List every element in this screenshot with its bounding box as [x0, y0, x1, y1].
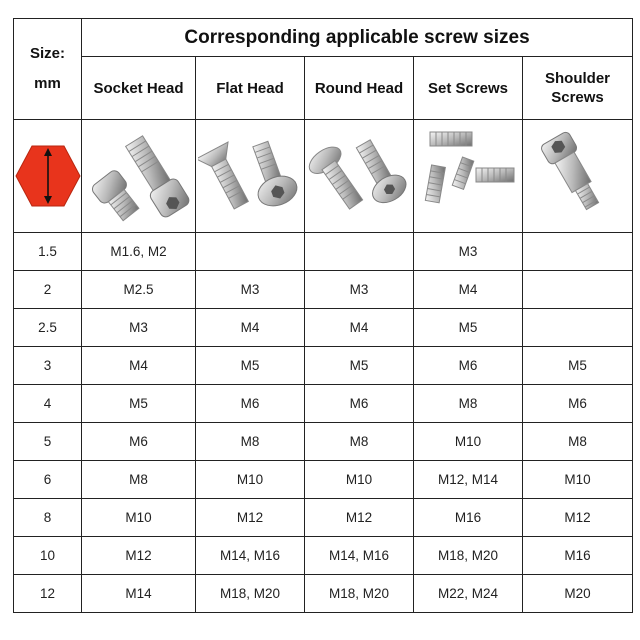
- set-cell: M12, M14: [414, 461, 523, 499]
- size-header: [14, 19, 82, 120]
- col-header-socket-head: Socket Head: [82, 57, 196, 120]
- flat-cell: M12: [196, 499, 305, 537]
- socket-cell: M5: [82, 385, 196, 423]
- size-cell: 2: [14, 271, 82, 309]
- set-cell: M18, M20: [414, 537, 523, 575]
- size-cell: 1.5: [14, 233, 82, 271]
- hex-key-size-icon: [15, 144, 81, 208]
- set-cell: M22, M24: [414, 575, 523, 613]
- size-rows: [14, 233, 633, 613]
- shoulder-cell: M10: [523, 461, 633, 499]
- table-row: [14, 499, 633, 537]
- socket-cell: M2.5: [82, 271, 196, 309]
- set-cell: M5: [414, 309, 523, 347]
- flat-cell: M8: [196, 423, 305, 461]
- round-cell: M18, M20: [305, 575, 414, 613]
- shoulder-cell: M8: [523, 423, 633, 461]
- size-cell: 2.5: [14, 309, 82, 347]
- shoulder-cell: M20: [523, 575, 633, 613]
- socket-cell: M8: [82, 461, 196, 499]
- size-label: Size:: [29, 45, 65, 62]
- set-screws-image-cell: [414, 120, 523, 233]
- col-header-flat-head: Flat Head: [196, 57, 305, 120]
- screw-size-table: [13, 18, 633, 613]
- round-cell: M12: [305, 499, 414, 537]
- size-unit: mm: [34, 75, 61, 92]
- size-cell: 8: [14, 499, 82, 537]
- socket-head-screws-image: [85, 124, 193, 228]
- table-row: [14, 537, 633, 575]
- shoulder-cell: M12: [523, 499, 633, 537]
- table-row: [14, 347, 633, 385]
- set-cell: M6: [414, 347, 523, 385]
- socket-cell: M12: [82, 537, 196, 575]
- round-cell: M3: [305, 271, 414, 309]
- flat-cell: [196, 233, 305, 271]
- shoulder-cell: [523, 233, 633, 271]
- round-cell: M5: [305, 347, 414, 385]
- flat-cell: M4: [196, 309, 305, 347]
- flat-cell: M5: [196, 347, 305, 385]
- round-cell: M10: [305, 461, 414, 499]
- size-cell: 4: [14, 385, 82, 423]
- shoulder-screw-image-cell: [523, 120, 633, 233]
- socket-head-image-cell: [82, 120, 196, 233]
- table-row: [14, 461, 633, 499]
- hex-key-cell: [14, 120, 82, 233]
- round-cell: M6: [305, 385, 414, 423]
- set-cell: M8: [414, 385, 523, 423]
- col-header-shoulder-screws: Shoulder Screws: [523, 57, 633, 120]
- set-cell: M3: [414, 233, 523, 271]
- flat-cell: M18, M20: [196, 575, 305, 613]
- table-row: [14, 271, 633, 309]
- size-cell: 12: [14, 575, 82, 613]
- socket-cell: M14: [82, 575, 196, 613]
- socket-cell: M4: [82, 347, 196, 385]
- set-cell: M16: [414, 499, 523, 537]
- size-cell: 6: [14, 461, 82, 499]
- socket-cell: M3: [82, 309, 196, 347]
- flat-head-image-cell: [196, 120, 305, 233]
- round-head-image-cell: [305, 120, 414, 233]
- round-head-screws-image: [307, 126, 411, 226]
- table-row: [14, 575, 633, 613]
- size-cell: 3: [14, 347, 82, 385]
- set-cell: M10: [414, 423, 523, 461]
- set-cell: M4: [414, 271, 523, 309]
- round-cell: M14, M16: [305, 537, 414, 575]
- shoulder-cell: [523, 309, 633, 347]
- screw-size-table-container: [13, 18, 633, 613]
- table-row: [14, 385, 633, 423]
- round-cell: [305, 233, 414, 271]
- table-row: [14, 309, 633, 347]
- col-header-round-head: Round Head: [305, 57, 414, 120]
- flat-cell: M3: [196, 271, 305, 309]
- table-row: [14, 423, 633, 461]
- table-row: [14, 233, 633, 271]
- flat-cell: M10: [196, 461, 305, 499]
- set-screws-image: [416, 126, 520, 226]
- col-header-set-screws: Set Screws: [414, 57, 523, 120]
- socket-cell: M1.6, M2: [82, 233, 196, 271]
- size-cell: 5: [14, 423, 82, 461]
- socket-cell: M6: [82, 423, 196, 461]
- socket-cell: M10: [82, 499, 196, 537]
- flat-cell: M14, M16: [196, 537, 305, 575]
- shoulder-cell: M16: [523, 537, 633, 575]
- flat-head-screws-image: [198, 126, 302, 226]
- table-title: Corresponding applicable screw sizes: [82, 19, 633, 57]
- size-cell: 10: [14, 537, 82, 575]
- shoulder-cell: [523, 271, 633, 309]
- round-cell: M8: [305, 423, 414, 461]
- round-cell: M4: [305, 309, 414, 347]
- shoulder-cell: M5: [523, 347, 633, 385]
- flat-cell: M6: [196, 385, 305, 423]
- shoulder-screw-image: [526, 126, 630, 226]
- shoulder-cell: M6: [523, 385, 633, 423]
